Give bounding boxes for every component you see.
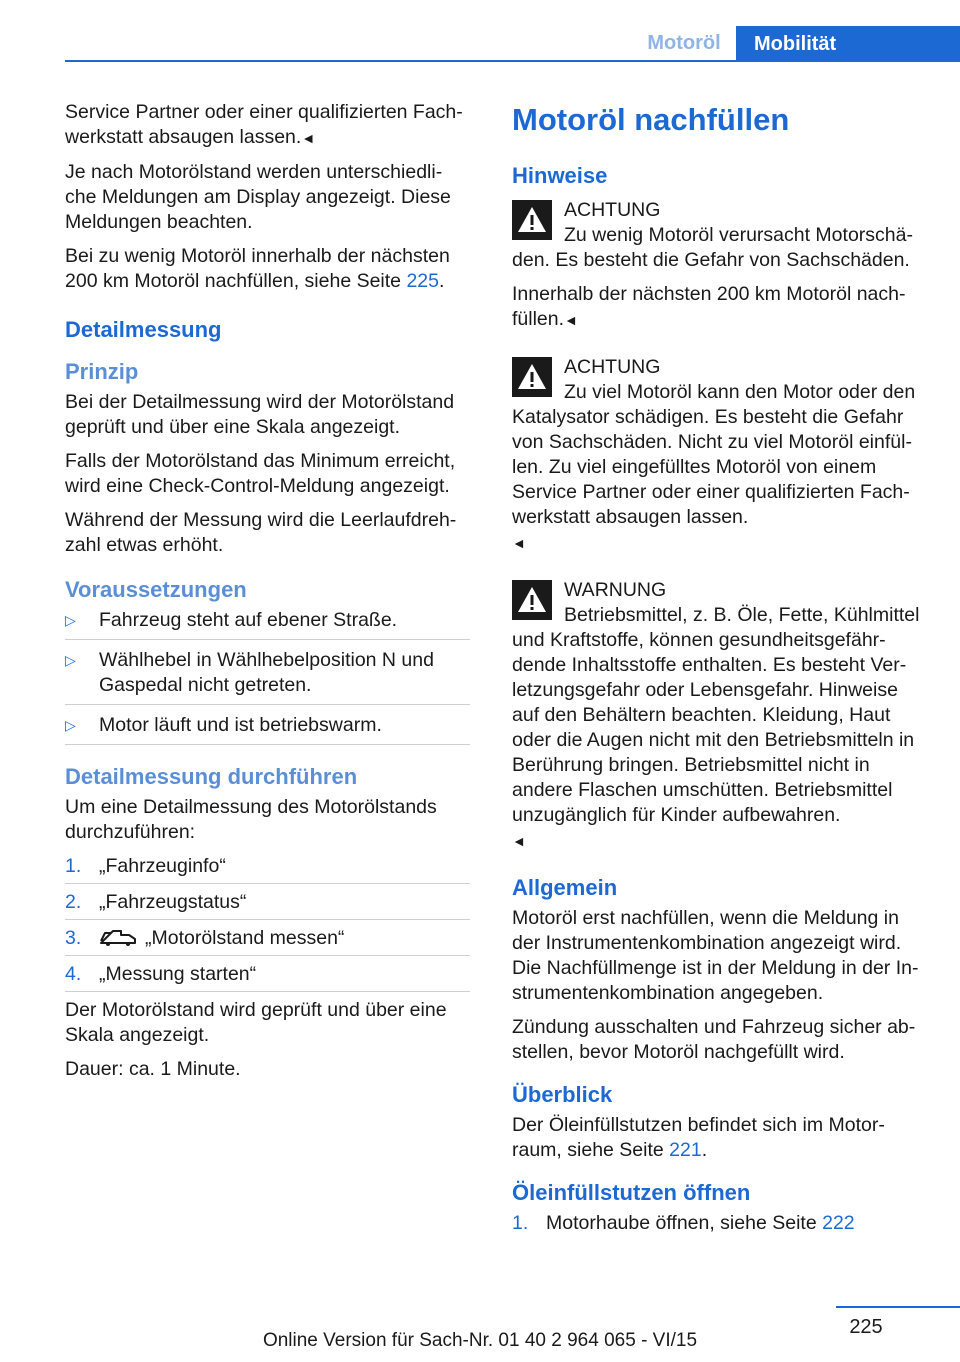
heading-prinzip: Prinzip: [65, 359, 139, 384]
paragraph: Je nach Motorölstand werden unterschiedli-che Meldungen am Display angezeigt. Diese Meldungen beachten.: [65, 161, 451, 233]
heading-detailmessung-durchfuehren: Detailmessung durchführen: [65, 764, 358, 789]
list-item: [65, 648, 470, 705]
right-column: [512, 100, 930, 1246]
heading-voraussetzungen: Voraussetzungen: [65, 577, 247, 602]
warning-triangle-icon: [512, 357, 552, 397]
header-tab-mobilitaet[interactable]: Mobilität: [736, 26, 960, 62]
list-item-text: Fahrzeug steht auf ebener Straße.: [99, 609, 398, 631]
warning-triangle-icon: [512, 580, 552, 620]
heading-ueberblick: Überblick: [512, 1082, 613, 1107]
header-rule: [65, 60, 960, 62]
warning-block: [512, 578, 930, 854]
step-number: 1.: [65, 855, 82, 877]
list-item: [65, 854, 470, 884]
heading-allgemein: Allgemein: [512, 875, 618, 900]
paragraph: [65, 100, 470, 151]
paragraph-text: Service Partner oder einer qualifizierten Fach-werkstatt absaugen lassen.: [65, 101, 463, 148]
steps-list: [65, 854, 470, 992]
paragraph: [65, 244, 470, 294]
warning-title: ACHTUNG: [564, 199, 661, 221]
list-item-text: Wählhebel in Wählhebelposition N und Gaspedal nicht getreten.: [99, 649, 434, 696]
list-item-text: „Messung starten“: [99, 963, 257, 985]
heading-detailmessung: Detailmessung: [65, 317, 222, 342]
paragraph: Um eine Detailmessung des Motorölstands durchzuführen:: [65, 796, 437, 843]
list-item: [65, 608, 470, 640]
warning-title: WARNUNG: [564, 579, 667, 601]
warning-triangle-icon: [512, 200, 552, 240]
page-number: 225: [849, 1316, 883, 1338]
steps-list: [512, 1211, 930, 1240]
left-column: [65, 100, 470, 1091]
end-mark-icon: ◄: [512, 535, 526, 551]
warning-text: [512, 223, 930, 273]
step-number: 3.: [65, 927, 82, 949]
paragraph: [512, 1113, 930, 1163]
header-tab-motoroel[interactable]: Motoröl: [647, 32, 721, 54]
paragraph-text: Bei zu wenig Motoröl innerhalb der nächsten 200 km Motoröl nachfüllen, siehe Seite: [65, 245, 450, 292]
paragraph-text: Der Öleinfüllstutzen befindet sich im Motor-raum, siehe Seite: [512, 1114, 885, 1161]
step-number: 4.: [65, 963, 82, 985]
end-mark-icon: ◄: [564, 312, 578, 328]
page-link-225[interactable]: 225: [406, 270, 439, 292]
list-item: [65, 713, 470, 745]
triangle-bullet-icon: ▷: [65, 652, 76, 668]
paragraph-text: .: [439, 270, 445, 292]
page-link-222[interactable]: 222: [822, 1212, 855, 1234]
car-oil-icon: [99, 927, 137, 947]
paragraph: Falls der Motorölstand das Minimum erreicht, wird eine Check-Control-Meldung angezeigt.: [65, 450, 456, 497]
triangle-bullet-icon: ▷: [65, 612, 76, 628]
paragraph: Motoröl erst nachfüllen, wenn die Meldung in der Instrumentenkombination angezeigt wird. Die Nachfüllmenge ist in der Meldung in der In-strumentenkombination angegeben.: [512, 907, 919, 1004]
warning-text: [512, 380, 930, 556]
warning-text-content: Innerhalb der nächsten 200 km Motoröl nach-füllen.: [512, 283, 906, 330]
paragraph: Der Motorölstand wird geprüft und über eine Skala angezeigt.: [65, 999, 447, 1046]
heading-motoroel-nachfuellen: Motoröl nachfüllen: [512, 102, 790, 137]
step-number: 2.: [65, 891, 82, 913]
warning-title: ACHTUNG: [564, 356, 661, 378]
footer-online-version: Online Version für Sach-Nr. 01 40 2 964 065 - VI/15: [262, 1330, 698, 1351]
list-item-text: „Fahrzeugstatus“: [99, 891, 247, 913]
list-item-text: Motorhaube öffnen, siehe Seite: [546, 1212, 823, 1234]
list-item-text: „Fahrzeuginfo“: [99, 855, 226, 877]
paragraph-text: .: [701, 1139, 708, 1161]
step-number: 1.: [512, 1212, 529, 1234]
paragraph: Während der Messung wird die Leerlaufdreh-zahl etwas erhöht.: [65, 509, 457, 556]
list-item: [65, 890, 470, 920]
end-mark-icon: ◄: [301, 130, 316, 146]
warning-text-content: Betriebsmittel, z. B. Öle, Fette, Kühlmittel und Kraftstoffe, können gesundheitsgefähr-dende Inhaltsstoffe enthalten. Es besteht Ver-letzungsgefahr oder Lebensgefahr. Hinweise auf den Behältern beachten. Kleidung, Haut oder die Augen nicht mit den Betriebsmitteln in Berührung bringen. Betriebsmittel nicht in andere Flaschen umschütten. Betriebsmittel unzugänglich für Kinder aufbewahren.: [512, 604, 920, 826]
warning-block: [512, 198, 930, 333]
heading-oeleinfuellstutzen-oeffnen: Öleinfüllstutzen öffnen: [512, 1180, 751, 1205]
paragraph: Dauer: ca. 1 Minute.: [65, 1058, 241, 1080]
list-item: [65, 926, 470, 956]
triangle-bullet-icon: ▷: [65, 717, 76, 733]
warning-text-content: Zu wenig Motoröl verursacht Motorschä-den. Es besteht die Gefahr von Sachschäden.: [512, 224, 913, 271]
list-item: [512, 1211, 930, 1240]
warning-text: [512, 282, 930, 333]
list-item-text: Motor läuft und ist betriebswarm.: [99, 714, 382, 736]
page-link-221[interactable]: 221: [669, 1139, 702, 1161]
list-item: [65, 962, 470, 992]
list-item-text: „Motorölstand messen“: [145, 927, 345, 949]
paragraph: Zündung ausschalten und Fahrzeug sicher ab-stellen, bevor Motoröl nachgefüllt wird.: [512, 1016, 916, 1063]
warning-block: [512, 355, 930, 556]
warning-text: [512, 603, 930, 854]
warning-text-content: Zu viel Motoröl kann den Motor oder den Katalysator schädigen. Es besteht die Gefahr von Sachschäden. Nicht zu viel Motoröl einfül-len. Zu viel eingefülltes Motoröl von einem Service Partner oder einer qualifizierten Fach-werkstatt absaugen lassen.: [512, 381, 916, 528]
voraussetzungen-list: [65, 608, 470, 745]
page-number-rule: [836, 1306, 960, 1308]
paragraph: Bei der Detailmessung wird der Motorölstand geprüft und über eine Skala angezeigt.: [65, 391, 455, 438]
end-mark-icon: ◄: [512, 833, 526, 849]
heading-hinweise: Hinweise: [512, 163, 608, 188]
